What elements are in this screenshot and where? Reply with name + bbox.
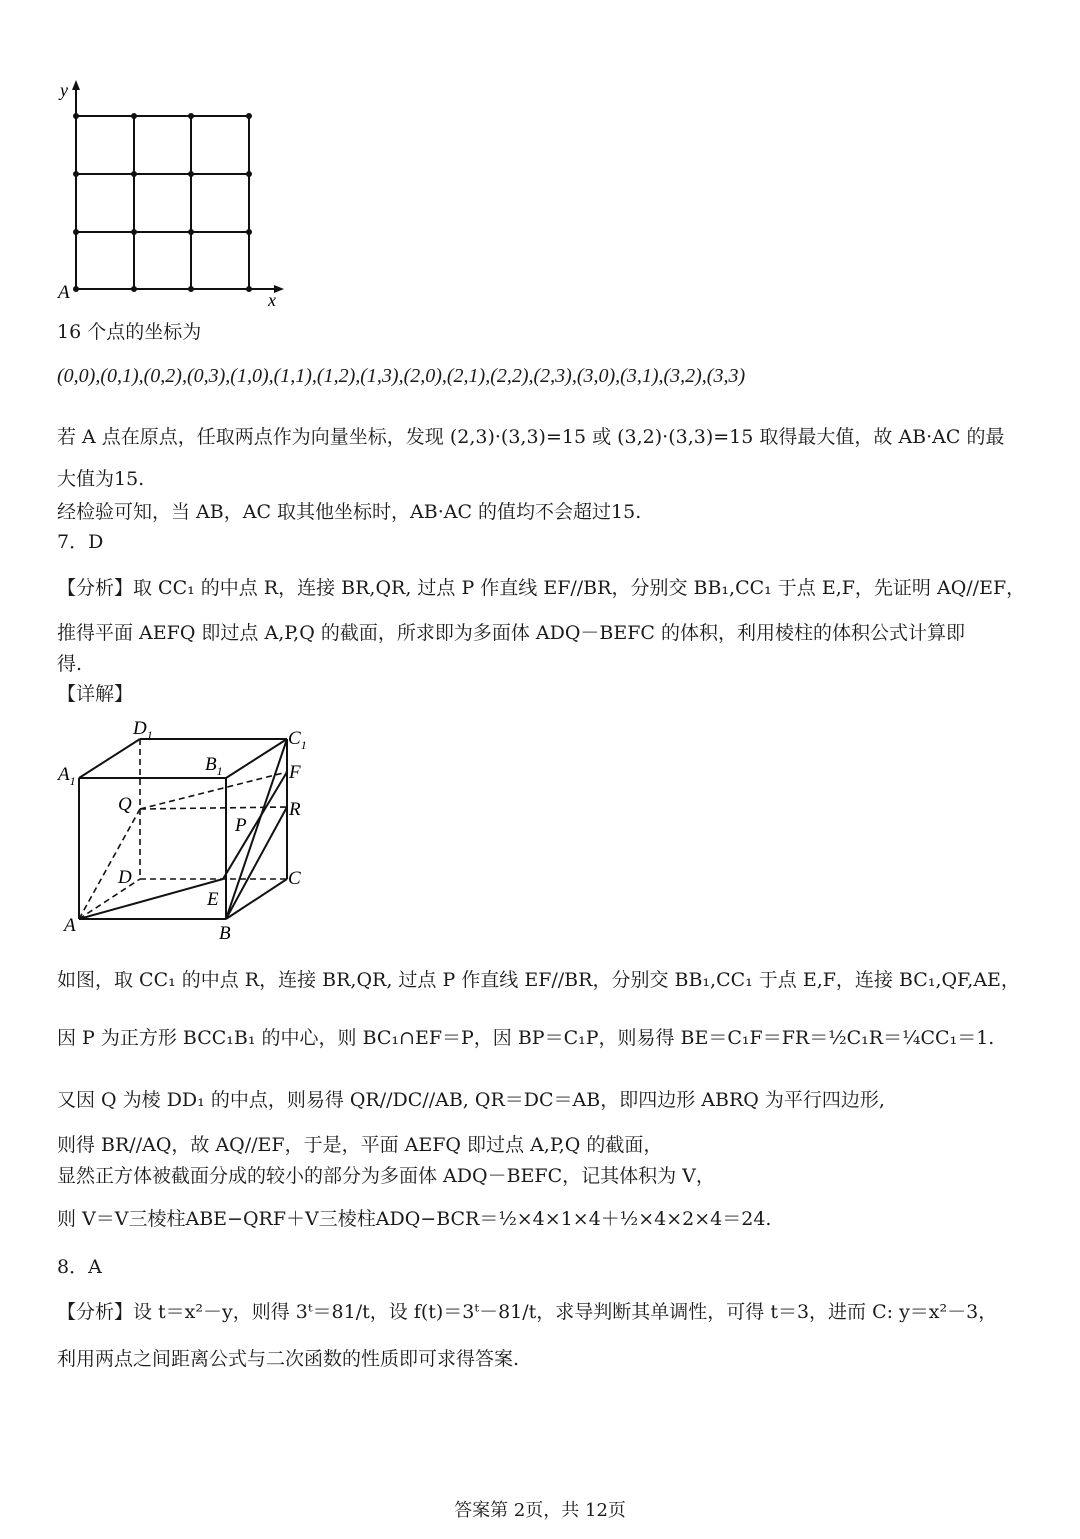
analysis-7-line-2: 推得平面 AEFQ 即过点 A,P,Q 的截面，所求即为多面体 ADQ－BEFC 的体积，利用棱柱的体积公式计算即 xyxy=(57,622,965,644)
label-D: D xyxy=(118,867,132,888)
question-7-answer: 7．D xyxy=(57,531,104,553)
analysis-7-line-1: 【分析】取 CC₁ 的中点 R，连接 BR,QR, 过点 P 作直线 EF//BR，分别交 BB₁,CC₁ 于点 E,F，先证明 AQ//EF， xyxy=(57,577,1026,599)
label-E: E xyxy=(207,889,219,910)
question-8-answer: 8．A xyxy=(57,1256,102,1278)
label-C1: $C_1$ xyxy=(288,728,307,752)
page-footer: 答案第 2页，共 12页 xyxy=(454,1500,626,1521)
detail-line-2: 因 P 为正方形 BCC₁B₁ 的中心，则 BC₁∩EF＝P，因 BP＝C₁P，则易得 BE＝C₁F＝FR＝½C₁R＝¼CC₁＝1. xyxy=(57,1027,995,1049)
label-R: R xyxy=(289,799,301,820)
detail-line-6: 则 V＝V三棱柱ABE−QRF＋V三棱柱ADQ−BCR＝½×4×1×4＋½×4×2×4＝24. xyxy=(57,1208,772,1230)
text-line-5: 经检验可知，当 AB，AC 取其他坐标时，AB·AC 的值均不会超过15. xyxy=(57,501,642,523)
origin-label: A xyxy=(58,282,70,303)
label-Q: Q xyxy=(118,794,132,815)
label-B1: $B_1$ xyxy=(205,754,223,778)
cube-figure xyxy=(55,712,325,944)
analysis-8-line-2: 利用两点之间距离公式与二次函数的性质即可求得答案. xyxy=(57,1348,520,1370)
label-F: F xyxy=(289,762,301,783)
detail-line-3: 又因 Q 为棱 DD₁ 的中点，则易得 QR//DC//AB, QR＝DC＝AB，即四边形 ABRQ 为平行四边形, xyxy=(57,1089,885,1111)
text-line-3: 若 A 点在原点，任取两点作为向量坐标，发现 (2,3)·(3,3)=15 或 (3,2)·(3,3)=15 取得最大值，故 AB·AC 的最 xyxy=(57,426,1005,448)
analysis-7-line-3: 得. xyxy=(57,653,83,675)
label-A1: $A_1$ xyxy=(58,764,76,788)
text-line-4: 大值为15. xyxy=(57,468,145,490)
label-P: P xyxy=(235,815,247,836)
label-A: A xyxy=(64,915,76,936)
y-label: y xyxy=(60,80,68,100)
label-B: B xyxy=(219,923,231,944)
detail-line-1: 如图，取 CC₁ 的中点 R，连接 BR,QR, 过点 P 作直线 EF//BR，分别交 BB₁,CC₁ 于点 E,F，连接 BC₁,QF,AE， xyxy=(57,969,1020,991)
label-C: C xyxy=(288,868,301,889)
grid-figure xyxy=(50,76,300,310)
text-line-1: 16 个点的坐标为 xyxy=(57,321,202,343)
y-axis-arrow-icon xyxy=(72,80,80,90)
coordinate-list: (0,0),(0,1),(0,2),(0,3),(1,0),(1,1),(1,2),(1,3),(2,0),(2,1),(2,2),(2,3),(3,0),(3,1),(3,2),(3,3) xyxy=(57,365,746,387)
label-D1: $D_1$ xyxy=(133,718,153,742)
detail-heading: 【详解】 xyxy=(57,683,134,705)
detail-line-4: 则得 BR//AQ，故 AQ//EF，于是，平面 AEFQ 即过点 A,P,Q 的截面， xyxy=(57,1134,663,1156)
analysis-8-line-1: 【分析】设 t＝x²－y，则得 3ᵗ＝81/t，设 f(t)＝3ᵗ－81/t，求导判断其单调性，可得 t＝3，进而 C: y＝x²－3， xyxy=(57,1301,998,1323)
x-label: x xyxy=(268,290,276,310)
detail-line-5: 显然正方体被截面分成的较小的部分为多面体 ADQ－BEFC，记其体积为 V， xyxy=(57,1165,715,1187)
